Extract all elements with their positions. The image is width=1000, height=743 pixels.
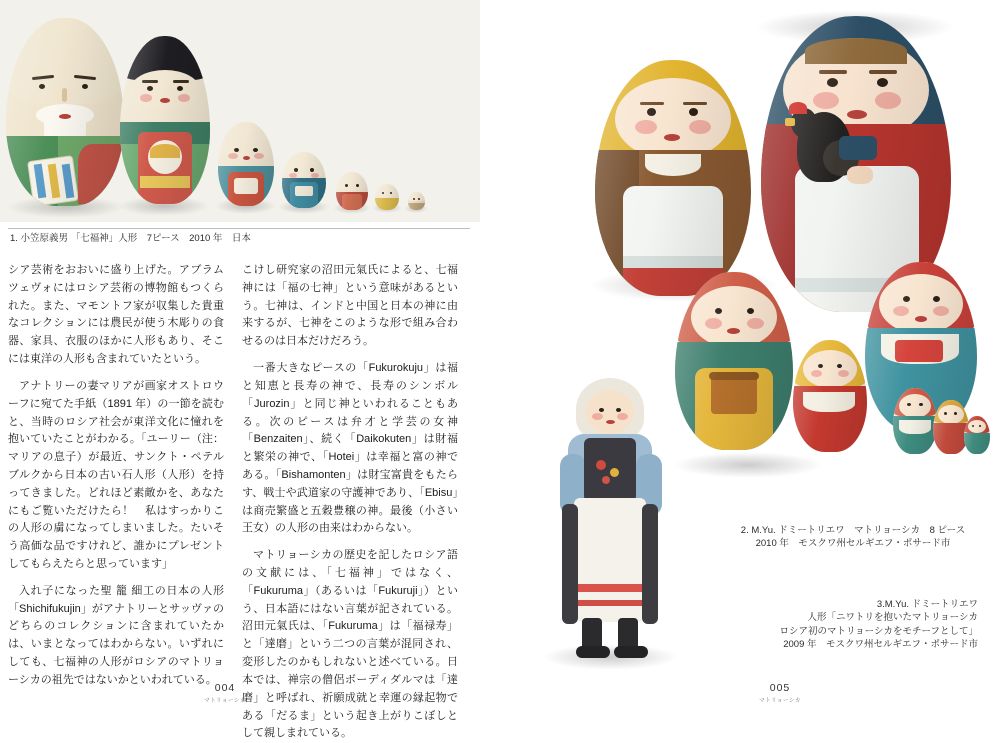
doll-tiny-3 xyxy=(964,416,990,454)
left-photo-seven-lucky-gods xyxy=(0,0,480,222)
folio-left xyxy=(195,682,255,704)
caption-line: 3.M.Yu. ドミートリエワ xyxy=(876,599,978,610)
doll-standing-figure xyxy=(554,378,666,654)
doll-figure-7 xyxy=(408,192,425,210)
doll-figure-4 xyxy=(282,152,326,208)
doll-tiny-1 xyxy=(893,388,937,454)
caption-line: 2. M.Yu. ドミートリエワ マトリョーシカ 8 ピース xyxy=(740,525,966,536)
right-photo-caption-2 xyxy=(678,598,978,651)
text-column-1 xyxy=(8,262,224,686)
folio-number: 004 xyxy=(214,682,236,694)
folio-number: 005 xyxy=(769,682,791,694)
right-photo-standing-doll xyxy=(520,368,700,678)
caption-line: 2009 年 モスクワ州セルギエフ・ポサード市 xyxy=(783,638,978,650)
paragraph: アナトリーの妻マリアが画家オストロウーフに宛てた手紙（1891 年）の一節を読むと、当時のロシア社会が東洋文化に憧れを抱いていたことがわかる。「ユーリー（注：マリアの息子）が最近、サンクト・ペテルブルクから日本の古い石人形（人形）を持ってきました。どれほど素敵かを、あなたにもご覧いただけたら！ 私はすっかりこの人形の虜になってしまいました。たいそう高価な品ですけれど、誰かにプレゼントしてもらえたらと思っています」 xyxy=(8,379,224,570)
text-column-2 xyxy=(242,262,458,740)
caption-line: ロシア初のマトリョーシカをモチーフとして」 xyxy=(779,625,978,637)
doll-figure-6 xyxy=(375,184,399,210)
paragraph: こけし研究家の沼田元氣氏によると、七福神には「福の七神」という意味があるという。七神は、インドと中国と日本の神に由来するが、七神をこのような形で組み合わせるのは日本だけだろう。 xyxy=(242,264,458,348)
caption-line: 2010 年 モスクワ州セルギエフ・ポサード市 xyxy=(755,538,951,550)
doll-figure-5 xyxy=(336,172,368,210)
caption-line: 人形「ニワトリを抱いたマトリョーシカ xyxy=(807,612,978,624)
doll-small-red xyxy=(793,340,867,452)
folio-subtitle: マトリョーシカ xyxy=(759,698,801,704)
left-photo-caption: 1. 小笠原義男 「七福神」人形 7ピース 2010 年 日本 xyxy=(10,233,251,244)
doll-figure-1 xyxy=(6,18,124,206)
divider-rule xyxy=(8,228,470,229)
doll-yellow-scarf xyxy=(595,60,751,296)
right-photo-caption-1 xyxy=(728,524,978,551)
folio-subtitle: マトリョーシカ xyxy=(204,698,246,704)
doll-figure-3 xyxy=(218,122,274,206)
paragraph: シア芸術をおおいに盛り上げた。アブラムツェヴォにはロシア芸術の博物館もつくられた。また、マモントフ家が収集した貴重なコレクションには農民が使う木彫りの食器、家具、衣服のほかに人形もあり、そこには東洋の人形も含まれていたという。 xyxy=(8,264,224,366)
paragraph: 入れ子になった聖 籠 細工の日本の人形「Shichifukujin」がアナトリーとサッヴァのどちらのコレクションに含まれていたかは、いまとなってはわからない。いずれにしても、七福神の人形がロシアのマトリョーシカの祖先ではないかといわれている。 xyxy=(8,584,224,686)
doll-figure-2 xyxy=(120,36,210,204)
folio-right xyxy=(750,682,810,704)
paragraph: 一番大きなピースの「Fukurokuju」は福と知恵と長寿の神で、長寿のシンボル「Jurozin」と同じ神といわれることもある。次のピースは弁才と学芸の女神「Benzaiten」、続く「Daikokuten」は財福と繁栄の神で、「Hotei」は幸福と富の神である。「Bishamonten」は財宝富貴をもたらす、戦士や武道家の守護神であり、「Ebisu」は商売繁盛と五穀豊穣の神。最後（小さい王女）の人形の由来はわからない。 xyxy=(242,362,458,535)
paragraph: マトリョーシカの歴史を記したロシア語の文献には、「七福神」ではなく、「Fukuruma」（あるいは「Fukuruji」）という、日本語にはない言葉が記されている。沼田元氣氏は、「Fukuruma」は「福禄寿」と「達磨」という二つの言葉が混同され、変形したのかもしれないと述べている。日本では、禅宗の僧侶ボーディダルマは「達磨」と呼ばれ、祈願成就と幸運の縁起物である「だるま」という起き上がりこぼしとして親しまれている。 xyxy=(242,549,458,740)
